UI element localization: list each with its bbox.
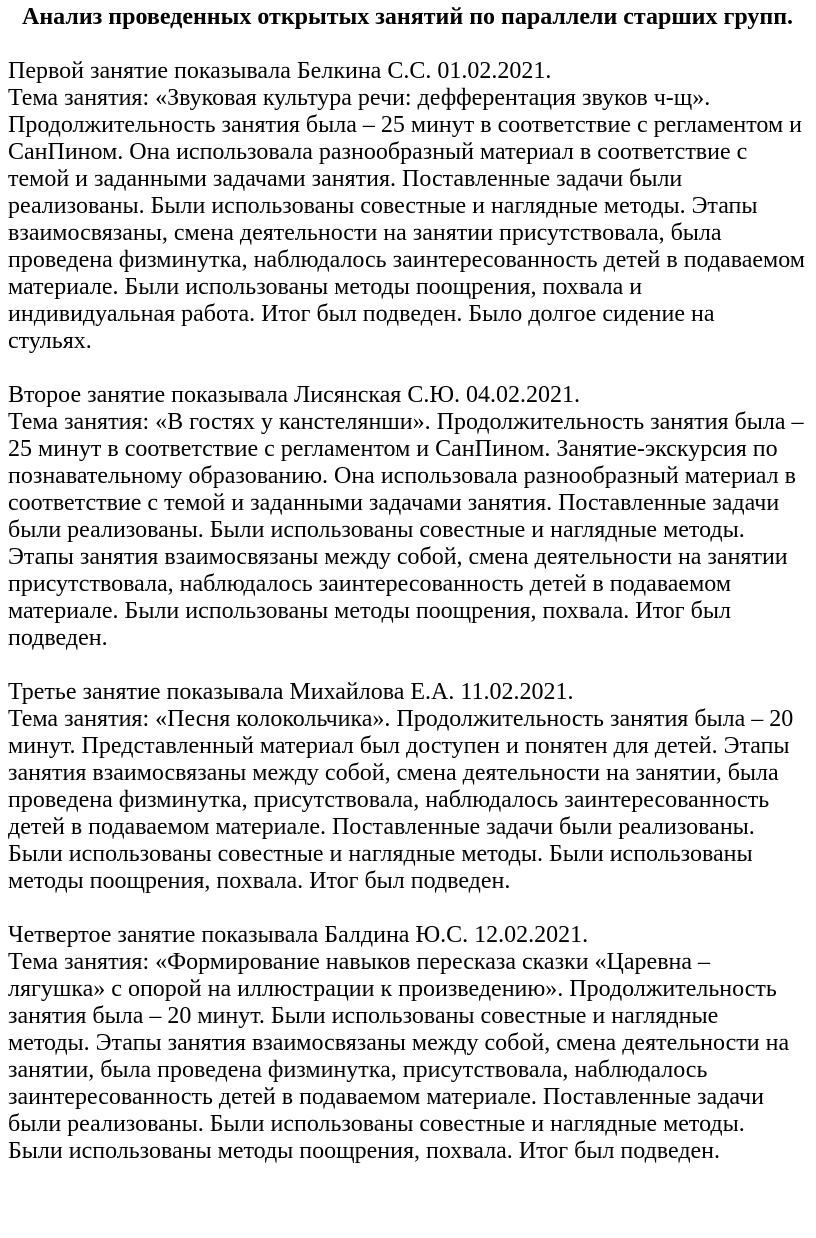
paragraph-line: Тема занятия: «Формирование навыков пересказа сказки «Царевна – [8, 949, 711, 975]
paragraph-line: Были использованы совестные и наглядные методы. Были использованы [8, 841, 753, 867]
paragraph-line: Четвертое занятие показывала Балдина Ю.С. 12.02.2021. [8, 922, 589, 948]
lesson-section-3 [8, 679, 816, 895]
paragraph-line: 25 минут в соответствие с регламентом и СанПином. Занятие-экскурсия по [8, 436, 778, 462]
paragraph-line: Тема занятия: «Звуковая культура речи: дефферентация звуков ч-щ». [8, 85, 711, 111]
paragraph-line: взаимосвязаны, смена деятельности на занятии присутствовала, была [8, 220, 722, 246]
lesson-section-1 [8, 58, 816, 355]
paragraph-line: проведена физминутка, присутствовала, наблюдалось заинтересованность [8, 787, 770, 813]
paragraph-line: проведена физминутка, наблюдалось заинтересованность детей в подаваемом [8, 247, 805, 273]
paragraph-line: материале. Были использованы методы поощрения, похвала. Итог был [8, 598, 731, 624]
paragraph-line: соответствие с темой и заданными задачами занятия. Поставленные задачи [8, 490, 780, 516]
paragraph-line: СанПином. Она использовала разнообразный материал в соответствие с [8, 139, 748, 165]
paragraph-line: Этапы занятия взаимосвязаны между собой, смена деятельности на занятии [8, 544, 788, 570]
paragraph-line: материале. Были использованы методы поощрения, похвала и [8, 274, 643, 300]
paragraph-line: лягушка» с опорой на иллюстрации к произведению». Продолжительность [8, 976, 777, 1002]
paragraph-line: реализованы. Были использованы совестные и наглядные методы. Этапы [8, 193, 758, 219]
paragraph-line: заинтересованность детей в подаваемом материале. Поставленные задачи [8, 1084, 764, 1110]
paragraph-line: были реализованы. Были использованы совестные и наглядные методы. [8, 517, 745, 543]
paragraph-line: темой и заданными задачами занятия. Поставленные задачи были [8, 166, 683, 192]
document-title: Анализ проведенных открытых занятий по параллели старших групп. [22, 4, 794, 30]
paragraph-line: детей в подаваемом материале. Поставленные задачи были реализованы. [8, 814, 755, 840]
paragraph-line: занятия была – 20 минут. Были использованы совестные и наглядные [8, 1003, 719, 1029]
paragraph-line: минут. Представленный материал был доступен и понятен для детей. Этапы [8, 733, 790, 759]
paragraph-line: методы. Этапы занятия взаимосвязаны между собой, смена деятельности на [8, 1030, 790, 1056]
paragraph-line: Были использованы методы поощрения, похвала. Итог был подведен. [8, 1138, 721, 1164]
lesson-section-4 [8, 922, 816, 1165]
paragraph-line: подведен. [8, 625, 108, 651]
lesson-section-2 [8, 382, 816, 652]
paragraph-line: Тема занятия: «Песня колокольчика». Продолжительность занятия была – 20 [8, 706, 794, 732]
paragraph-line: познавательному образованию. Она использовала разнообразный материал в [8, 463, 796, 489]
paragraph-line: индивидуальная работа. Итог был подведен. Было долгое сидение на [8, 301, 715, 327]
paragraph-line: методы поощрения, похвала. Итог был подведен. [8, 868, 511, 894]
paragraph-line: Продолжительность занятия была – 25 минут в соответствие с регламентом и [8, 112, 802, 138]
paragraph-line: занятии, была проведена физминутка, присутствовала, наблюдалось [8, 1057, 708, 1083]
paragraph-line: Третье занятие показывала Михайлова Е.А. 11.02.2021. [8, 679, 574, 705]
paragraph-line: стульях. [8, 328, 92, 354]
paragraph-line: занятия взаимосвязаны между собой, смена деятельности на занятии, была [8, 760, 779, 786]
paragraph-line: Второе занятие показывала Лисянская С.Ю. 04.02.2021. [8, 382, 581, 408]
paragraph-line: Тема занятия: «В гостях у канстелянши». Продолжительность занятия была – [8, 409, 804, 435]
paragraph-line: присутствовала, наблюдалось заинтересованность детей в подаваемом [8, 571, 731, 597]
paragraph-line: Первой занятие показывала Белкина С.С. 01.02.2021. [8, 58, 552, 84]
paragraph-line: были реализованы. Были использованы совестные и наглядные методы. [8, 1111, 745, 1137]
